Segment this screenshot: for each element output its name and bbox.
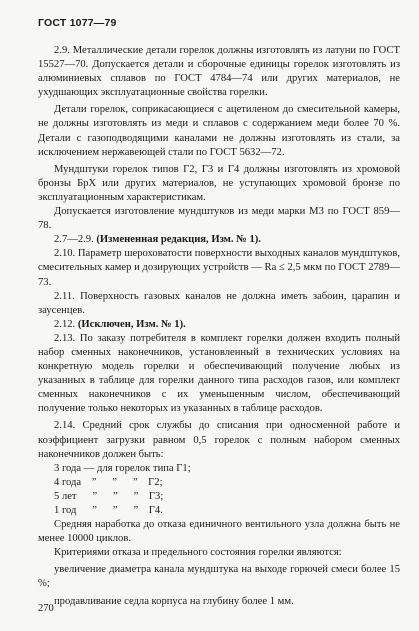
paragraph-2-12 xyxy=(38,318,400,332)
paragraph-2-10: 2.10. Параметр шероховатости поверхности выходных каналов мундштуков, смесительных камер и дозирующих устройств — Ra ≤ 2,5 мкм по ГОСТ 2789—73. xyxy=(38,248,400,288)
paragraph-copper-restriction: Детали горелок, соприкасающиеся с ацетиленом до смесительной камеры, не должны изготовлять из меди и сплавов с содержанием меди более 70 %. Детали с газоподводящими каналами не должны изготовлять из стали, за исключением нержавеющей стали по ГОСТ 5632—72. xyxy=(38,104,400,158)
service-life-list xyxy=(54,462,400,518)
amendment-ref: 2.7—2.9. xyxy=(54,234,94,246)
page-number: 270 xyxy=(38,603,54,614)
paragraph-amendment-2-7-2-9 xyxy=(38,233,400,247)
paragraph-failure-criteria: Критериями отказа и предельного состояния горелки являются: xyxy=(54,547,342,559)
paragraph-nozzle-material: Мундштуки горелок типов Г2, Г3 и Г4 должны изготовлять из хромовой бронзы БрХ или других материалов, не уступающих хромовой бронзе по эксплуатационным характеристикам. xyxy=(38,163,400,203)
paragraph-2-14: 2.14. Средний срок службы до списания при односменной работе и коэффициент загрузки равном 0,5 горелок с полным набором сменных наконечников должен быть: xyxy=(38,420,400,460)
page-header: ГОСТ 1077—79 xyxy=(38,17,117,29)
service-life-item: 4 года ” ” ” Г2; xyxy=(54,476,163,488)
amendment-note: (Измененная редакция, Изм. № 1). xyxy=(96,234,261,246)
service-life-item: 3 года — для горелок типа Г1; xyxy=(54,462,191,474)
excluded-note: (Исключен, Изм. № 1). xyxy=(77,318,186,330)
paragraph-criterion-seat: продавливание седла корпуса на глубину более 1 мм. xyxy=(54,595,294,607)
service-life-item: 1 год ” ” ” Г4. xyxy=(54,505,163,516)
paragraph-mtbf: Средняя наработка до отказа единичного вентильного узла должна быть не менее 10000 циклов. xyxy=(38,519,400,545)
paragraph-2-13: 2.13. По заказу потребителя в комплект горелки должен входить полный набор сменных наконечников, установленный в технических условиях на конкретную модель горелки и обеспечивающий получение любых из указанных в таблице для горелки данного типа расходов газов, или комплект сменных наконечников с их уменьшенным числом, обеспечивающий получение только некоторых из указанных в таблице расходов. xyxy=(38,332,400,415)
paragraph-criterion-diameter: увеличение диаметра канала мундштука на выходе горючей смеси более 15 %; xyxy=(38,564,400,590)
clause-ref: 2.12. xyxy=(54,318,76,330)
paragraph-2-11: 2.11. Поверхность газовых каналов не должна иметь забоин, царапин и заусенцев. xyxy=(38,290,400,316)
paragraph-copper-m3: Допускается изготовление мундштуков из меди марки М3 по ГОСТ 859—78. xyxy=(38,206,400,232)
service-life-item: 5 лет ” ” ” Г3; xyxy=(54,490,164,502)
document-body xyxy=(38,44,400,609)
paragraph-2-9: 2.9. Металлические детали горелок должны изготовлять из латуни по ГОСТ 15527—70. Допускается детали и сборочные единицы горелок изготовлять из алюминиевых сплавов по ГОСТ 4784—74 или других материалов, не ухудшающих эксплуатационные свойства горелки. xyxy=(38,45,400,99)
